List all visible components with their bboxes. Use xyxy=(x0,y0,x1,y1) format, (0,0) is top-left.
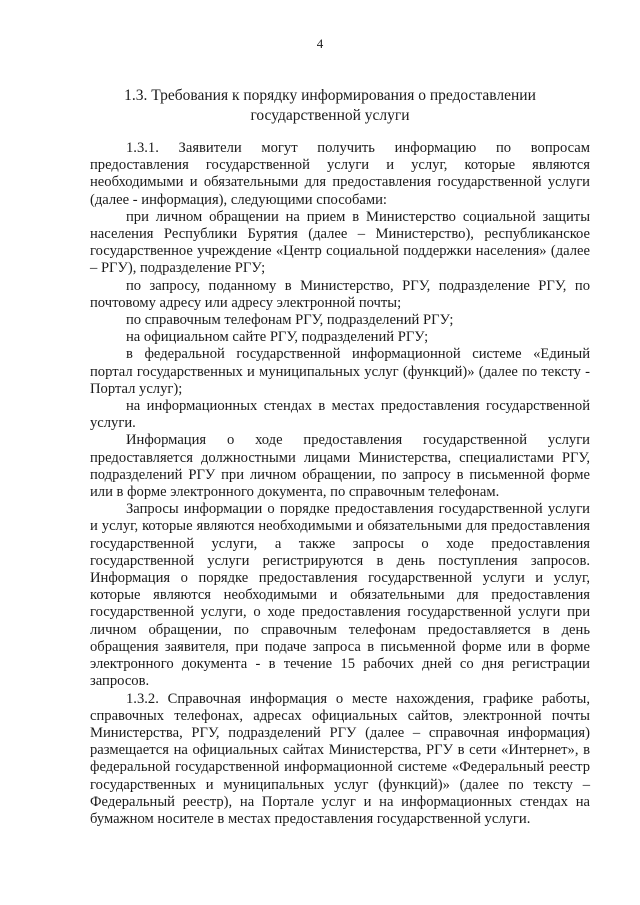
page-number: 4 xyxy=(316,36,324,51)
paragraph-services-portal: в федеральной государственной информационной системе «Единый портал государственных и муниципальных услуг (функций)» (далее по тексту - Портал услуг); xyxy=(90,346,590,397)
document-body xyxy=(90,140,590,828)
section-title-line-1: 1.3. Требования к порядку информирования о предоставлении xyxy=(124,87,536,104)
paragraph-info-stands: на информационных стендах в местах предоставления государственной услуги. xyxy=(90,398,590,432)
paragraph-1-3-1: 1.3.1. Заявители могут получить информацию по вопросам предоставления государственной услуги и услуг, которые являются необходимыми и обязательными для предоставления государственной услуги (далее - информация), следующими способами: xyxy=(90,140,590,208)
paragraph-official-site: на официальном сайте РГУ, подразделений РГУ; xyxy=(126,329,429,346)
section-title-line-2: государственной услуги xyxy=(250,107,410,124)
paragraph-by-request: по запросу, поданному в Министерство, РГУ, подразделение РГУ, по почтовому адресу или адресу электронной почты; xyxy=(90,277,590,311)
paragraph-progress-info: Информация о ходе предоставления государственной услуги предоставляется должностными лицами Министерства, специалистами РГУ, подразделений РГУ при личном обращении, по запросу в письменной форме или в форме электронного документа, по справочным телефонам. xyxy=(90,432,590,501)
paragraph-by-phone: по справочным телефонам РГУ, подразделений РГУ; xyxy=(126,312,454,329)
paragraph-1-3-2: 1.3.2. Справочная информация о месте нахождения, графике работы, справочных телефонах, адресах официальных сайтов, электронной почты Министерства, РГУ, подразделений РГУ (далее – справочная информация) размещается на официальных сайтах Министерства, РГУ в сети «Интернет», в федеральной государственной информационной системе «Федеральный реестр государственных и муниципальных услуг (функций)» (далее по тексту – Федеральный реестр), на Портале услуг и на информационных стендах на бумажном носителе в местах предоставления государственной услуги. xyxy=(90,690,590,827)
paragraph-requests-registration: Запросы информации о порядке предоставления государственной услуги и услуг, которые являются необходимыми и обязательными для предоставления государственной услуги, а также запросы о ходе предоставления государственной услуги регистрируются в день поступления запросов. Информация о порядке предоставления государственной услуги и услуг, которые являются необходимыми и обязательными для предоставления государственной услуги, о ходе предоставления государственной услуги при личном обращении, по справочным телефонам предоставляется в день обращения заявителя, при подаче запроса в письменной форме или в форме электронного документа - в течение 15 рабочих дней со дня регистрации запросов. xyxy=(90,501,590,690)
section-title xyxy=(90,86,570,126)
paragraph-personal-visit: при личном обращении на прием в Министерство социальной защиты населения Республики Бурятия (далее – Министерство), республиканское государственное учреждение «Центр социальной поддержки населения» (далее – РГУ), подразделение РГУ; xyxy=(90,208,590,277)
